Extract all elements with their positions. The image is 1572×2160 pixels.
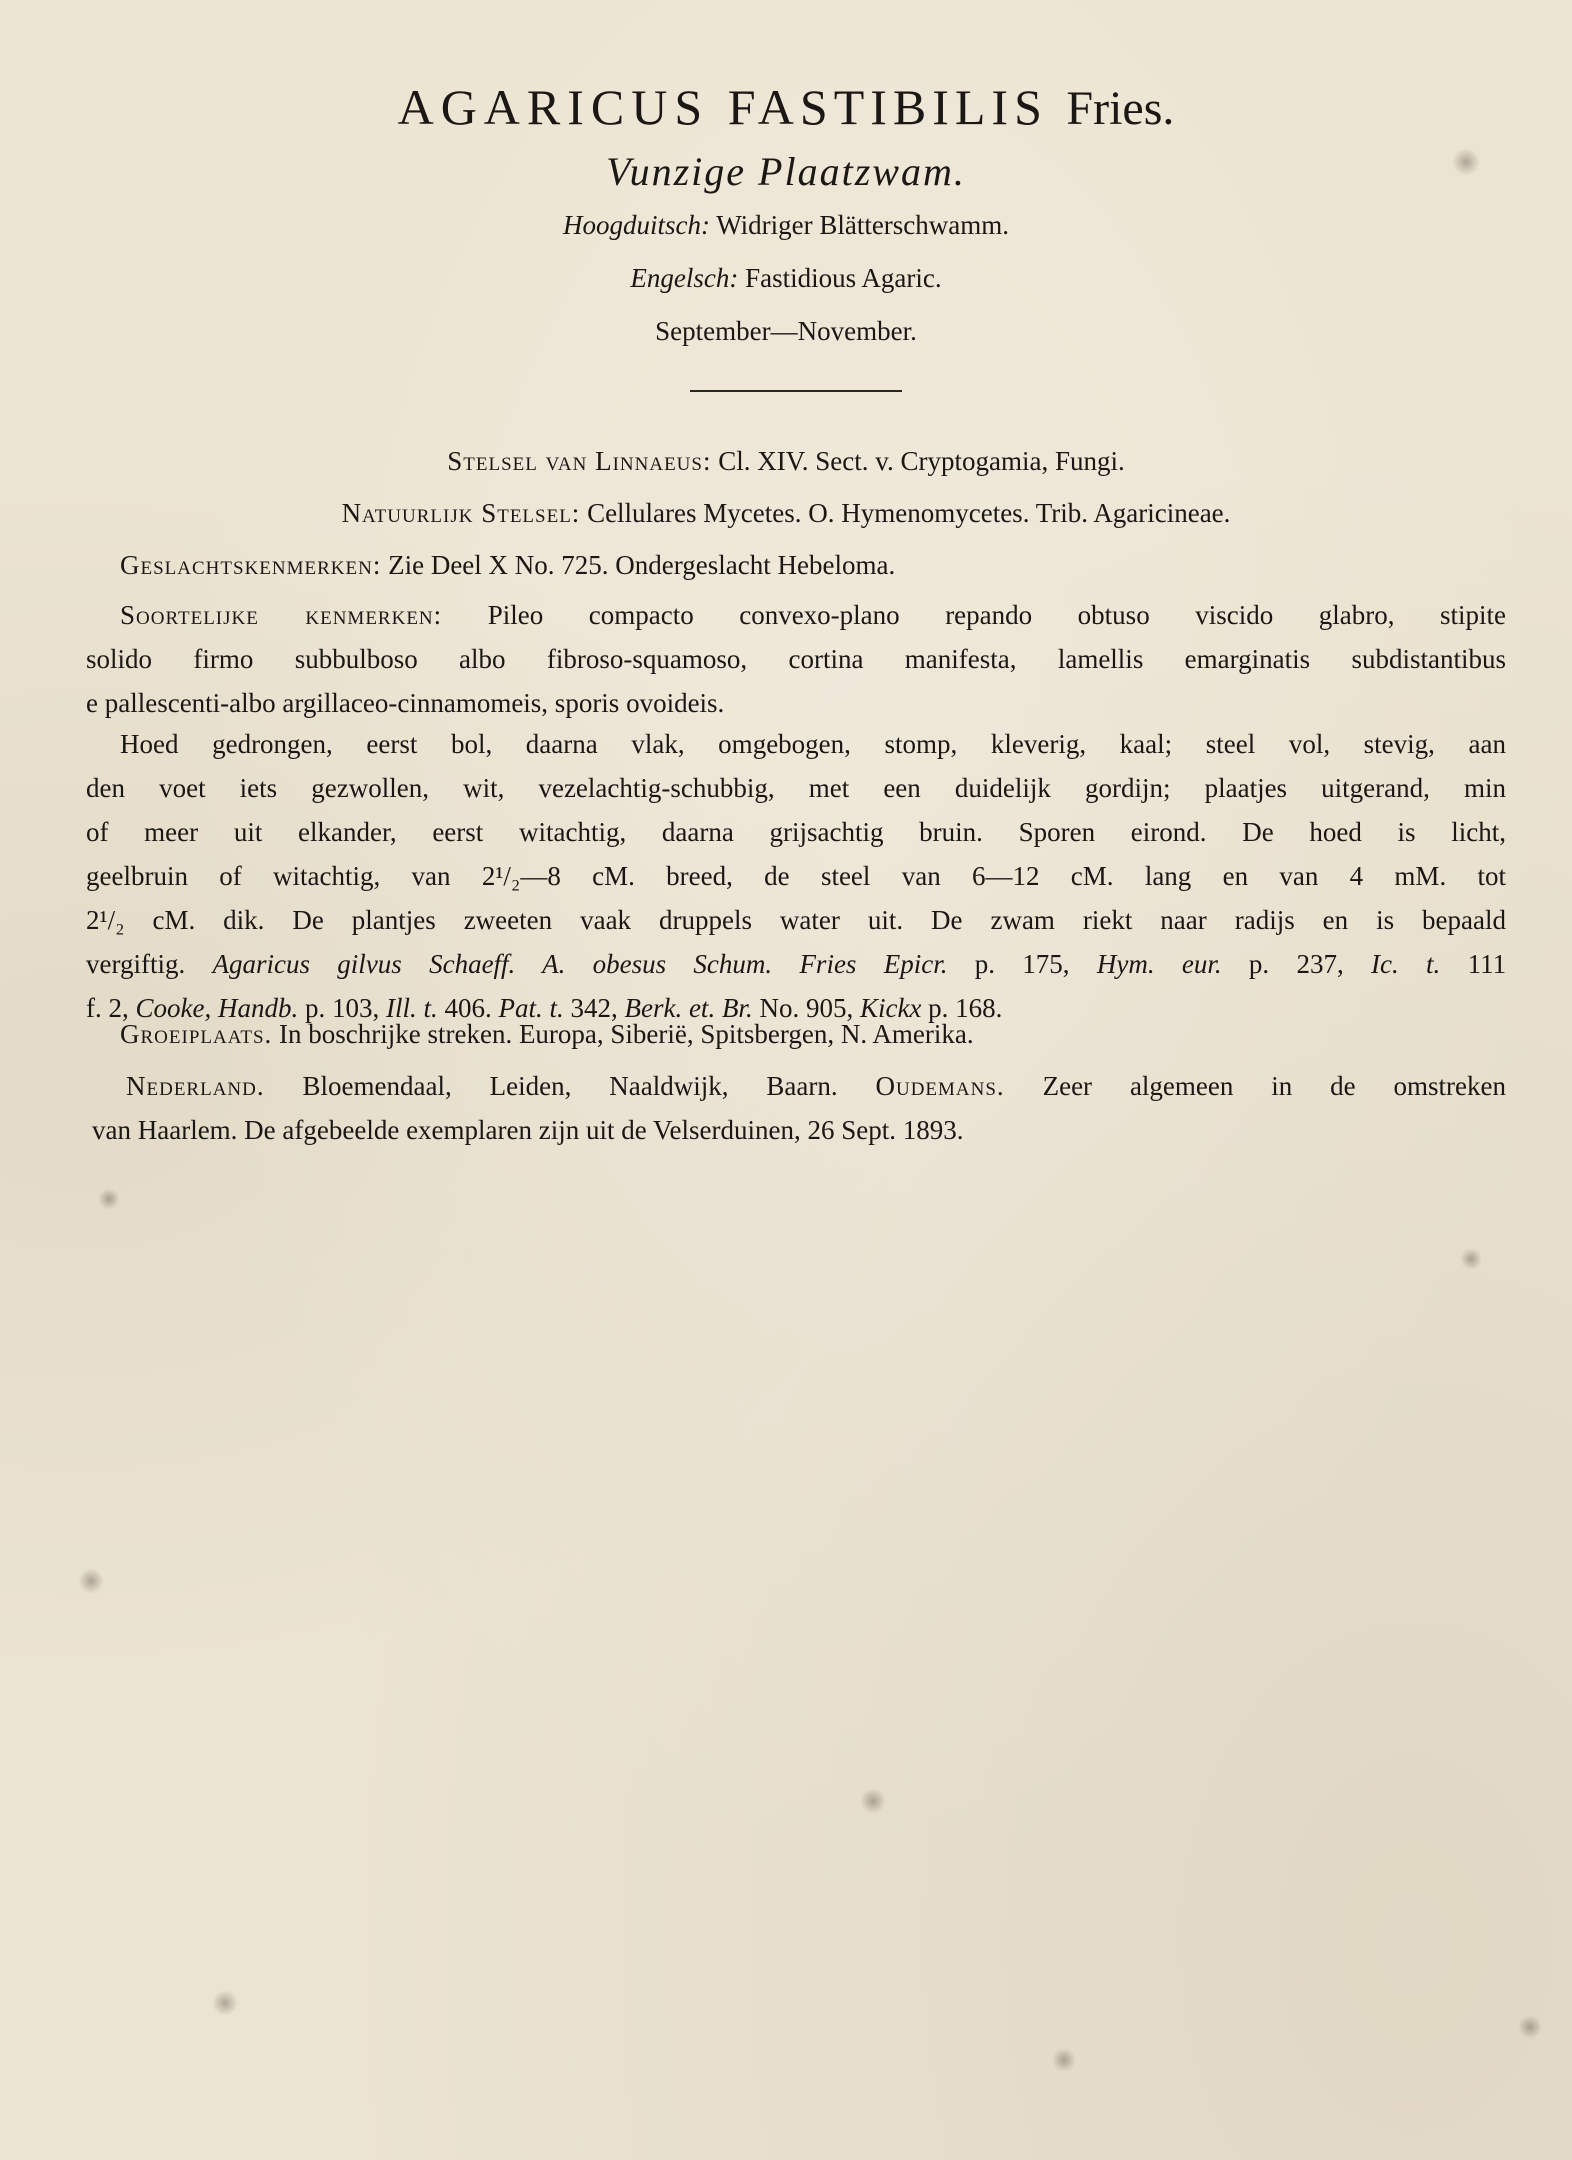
title-author: Fries. bbox=[1066, 82, 1175, 135]
description-text: 406. bbox=[444, 993, 492, 1023]
species-characters-label: Soortelijke kenmerken: bbox=[120, 600, 443, 630]
title-species: FASTIBILIS bbox=[727, 79, 1048, 135]
description-citation: Agaricus gilvus Schaeff. A. obesus Schum. Fries Epicr. bbox=[212, 949, 948, 979]
page-title bbox=[0, 78, 1572, 136]
description-citation: Berk. et. Br. bbox=[624, 993, 753, 1023]
species-characters-line1: Pileo compacto convexo-plano repando obtuso viscido glabro, stipite bbox=[487, 600, 1506, 630]
system-natural-label: Natuurlijk Stelsel: bbox=[341, 498, 581, 528]
foxing-spot bbox=[98, 1188, 120, 1210]
description-text: p. 168. bbox=[928, 993, 1003, 1023]
description-text: 111 bbox=[1467, 949, 1506, 979]
netherlands-line-1 bbox=[92, 1064, 1506, 1108]
german-name-line bbox=[0, 210, 1572, 241]
foxing-spot bbox=[1460, 1248, 1482, 1270]
netherlands-paragraph bbox=[92, 1064, 1506, 1152]
description-paragraph bbox=[86, 722, 1506, 1030]
description-citation: Ic. t. bbox=[1371, 949, 1441, 979]
habitat-label: Groeiplaats. bbox=[120, 1019, 273, 1049]
netherlands-oudemans: Oudemans. bbox=[875, 1071, 1005, 1101]
description-text: No. 905, bbox=[759, 993, 854, 1023]
foxing-spot bbox=[78, 1568, 104, 1594]
netherlands-line-2: van Haarlem. De afgebeelde exemplaren zijn uit de Velserduinen, 26 Sept. 1893. bbox=[92, 1115, 964, 1145]
genus-characters-line bbox=[120, 543, 1540, 587]
habitat-line bbox=[86, 1012, 1506, 1056]
species-characters-line-1 bbox=[86, 593, 1506, 637]
description-text: f. 2, bbox=[86, 993, 129, 1023]
netherlands-text-a: Bloemendaal, Leiden, Naaldwijk, Baarn. bbox=[302, 1071, 838, 1101]
description-line-1: Hoed gedrongen, eerst bol, daarna vlak, omgebogen, stomp, kleverig, kaal; steel vol, stevig, aan bbox=[120, 729, 1506, 759]
description-citation: Kickx bbox=[859, 993, 922, 1023]
description-citation: Cooke, Handb. bbox=[135, 993, 299, 1023]
species-characters-paragraph bbox=[86, 593, 1506, 725]
genus-characters-text: Zie Deel X No. 725. Ondergeslacht Hebeloma. bbox=[388, 550, 896, 580]
description-line-5: 2¹/₂ cM. dik. De plantjes zweeten vaak druppels water uit. De zwam riekt naar radijs en is bepaald bbox=[86, 905, 1506, 935]
description-text: 342, bbox=[570, 993, 618, 1023]
english-name: Fastidious Agaric. bbox=[745, 263, 942, 293]
description-citation: Hym. eur. bbox=[1096, 949, 1222, 979]
description-line-4: geelbruin of witachtig, van 2¹/₂—8 cM. breed, de steel van 6—12 cM. lang en van 4 mM. tot bbox=[86, 861, 1506, 891]
system-natural-text: Cellulares Mycetes. O. Hymenomycetes. Trib. Agaricineae. bbox=[587, 498, 1231, 528]
foxing-spot bbox=[212, 1990, 238, 2016]
foxing-spot bbox=[1052, 2048, 1076, 2072]
netherlands-text-b: Zeer algemeen in de omstreken bbox=[1042, 1071, 1506, 1101]
system-linnaeus-text: Cl. XIV. Sect. v. Cryptogamia, Fungi. bbox=[718, 446, 1125, 476]
description-text: p. 237, bbox=[1248, 949, 1344, 979]
description-text: vergiftig. bbox=[86, 949, 186, 979]
description-citation: Ill. t. bbox=[385, 993, 438, 1023]
german-name: Widriger Blätterschwamm. bbox=[716, 210, 1010, 240]
german-label: Hoogduitsch: bbox=[562, 210, 710, 240]
english-name-line bbox=[0, 263, 1572, 294]
season: September—November. bbox=[655, 316, 917, 346]
system-linnaeus-label: Stelsel van Linnaeus: bbox=[447, 446, 712, 476]
dutch-name: Vunzige Plaatzwam. bbox=[606, 149, 966, 194]
foxing-spot bbox=[1518, 2015, 1542, 2039]
habitat-paragraph bbox=[86, 1012, 1506, 1056]
description-text: p. 175, bbox=[974, 949, 1070, 979]
description-line-3: of meer uit elkander, eerst witachtig, daarna grijsachtig bruin. Sporen eirond. De hoed is licht, bbox=[86, 817, 1506, 847]
description-citation: Pat. t. bbox=[498, 993, 564, 1023]
system-linnaeus-line bbox=[0, 446, 1572, 477]
divider-rule bbox=[690, 390, 902, 392]
description-line-6 bbox=[86, 942, 1506, 986]
habitat-text: In boschrijke streken. Europa, Siberië, Spitsbergen, N. Amerika. bbox=[279, 1019, 974, 1049]
description-text: p. 103, bbox=[304, 993, 380, 1023]
title-genus: AGARICUS bbox=[397, 79, 710, 135]
description-line-2: den voet iets gezwollen, wit, vezelachtig-schubbig, met een duidelijk gordijn; plaatjes uitgerand, min bbox=[86, 773, 1506, 803]
foxing-spot bbox=[860, 1788, 886, 1814]
species-characters-line-2: solido firmo subbulboso albo fibroso-squamoso, cortina manifesta, lamellis emarginatis subdistantibus bbox=[86, 644, 1506, 674]
genus-characters-label: Geslachtskenmerken: bbox=[120, 550, 382, 580]
english-label: Engelsch: bbox=[630, 263, 739, 293]
species-characters-line-3: e pallescenti-albo argillaceo-cinnamomeis, sporis ovoideis. bbox=[86, 688, 725, 718]
system-natural-line bbox=[0, 498, 1572, 529]
netherlands-label: Nederland. bbox=[126, 1071, 265, 1101]
